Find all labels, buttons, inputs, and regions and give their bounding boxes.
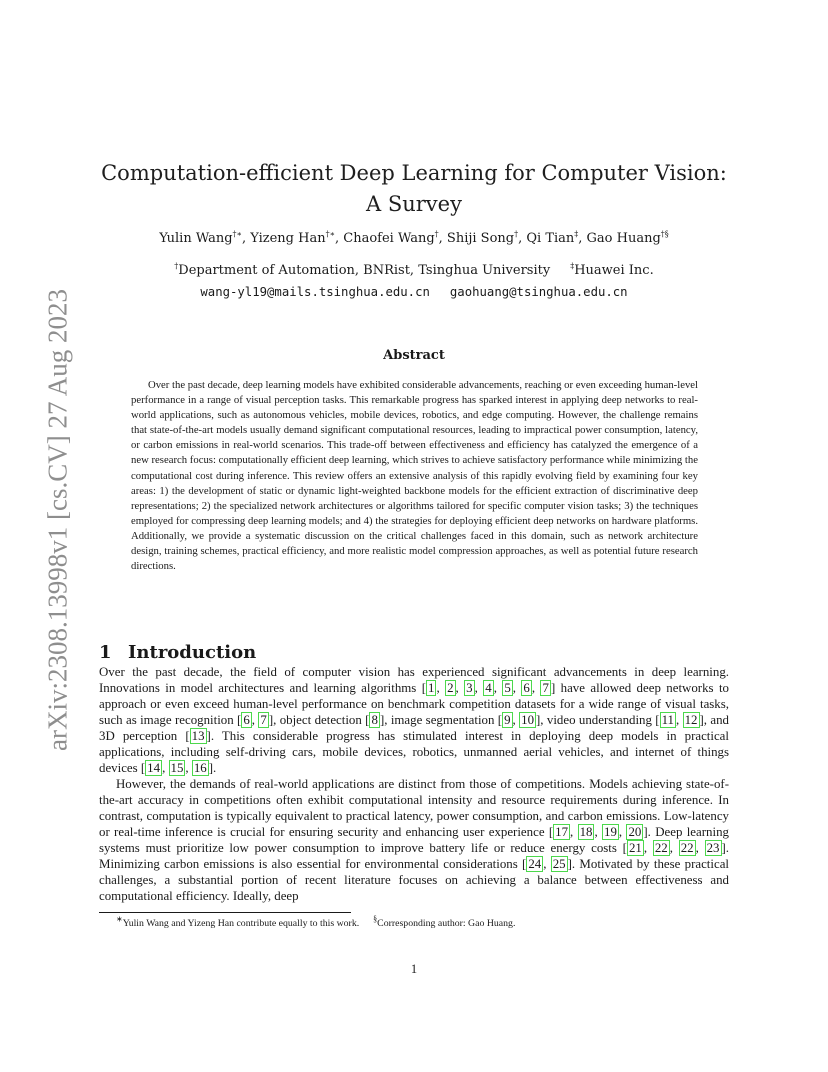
introduction-body xyxy=(99,664,729,904)
page-number: 1 xyxy=(410,962,418,976)
author-name: Shiji Song† xyxy=(446,229,519,246)
citation-link[interactable]: 25 xyxy=(552,857,566,871)
paragraph-1: Over the past decade, the field of computer vision has experienced significant advancements in deep learning. Innovations in model architectures and learning algorithms [ 1 , 2 , 3 , 4 , 5 , 6 , 7 ] have allowed deep networks to approach or even exceed human-level performance on benchmark competition datasets for a wide range of visual tasks, such as image recognition [ 6 , 7 ], object detection [ 8 ], image segmentation [ 9 , 10 ], video understanding [ 11 , 12 ], and 3D perception [ 13 ]. This considerable progress has stimulated interest in deploying deep models in practical applications, including self-driving cars, mobile devices, robotics, unmanned aerial vehicles, and internet of things devices [ 14 , 15 , 16 ]. xyxy=(99,665,729,775)
section-heading-introduction xyxy=(99,642,256,663)
citation-link[interactable]: 9 xyxy=(504,713,511,727)
affiliation-huawei: ‡Huawei Inc. xyxy=(570,261,654,278)
paper-title xyxy=(0,158,828,220)
section-number: 1 xyxy=(99,641,112,663)
footnote-corresponding-author: §Corresponding author: Gao Huang. xyxy=(373,914,516,929)
citation-link[interactable]: 20 xyxy=(628,825,642,839)
paper-title-line-2: A Survey xyxy=(366,192,462,217)
citation-link[interactable]: 5 xyxy=(504,681,511,695)
footnote-divider xyxy=(99,912,351,913)
author-emails xyxy=(0,283,828,301)
citation-link[interactable]: 3 xyxy=(466,681,473,695)
citation-link[interactable]: 6 xyxy=(243,713,250,727)
citation-link[interactable]: 6 xyxy=(523,681,530,695)
paragraph-2: However, the demands of real-world applications are distinct from those of competitions. Models achieving state-of-the-art accuracy in competitions often exhibit computational intensity and resource requirements during inference. In contrast, computation is typically equivalent to practical latency, power consumption, and carbon emissions. Low-latency or real-time inference is crucial for ensuring security and enhancing user experience [ 17 , 18 , 19 , 20 ]. Deep learning systems must prioritize low power consumption to improve battery life or reduce energy costs [ 21 , 22 , 22 , 23 ]. Minimizing carbon emissions is also essential for environmental considerations [ 24 , 25 ]. Motivated by these practical challenges, a substantial portion of recent literature focuses on achieving a balance between effectiveness and computational efficiency. Ideally, deep xyxy=(99,777,730,903)
arxiv-identifier-stamp: arXiv:2308.13998v1 [cs.CV] 27 Aug 2023 xyxy=(42,289,73,751)
email-wang[interactable]: wang-yl19@mails.tsinghua.edu.cn xyxy=(200,285,430,299)
abstract-text: Over the past decade, deep learning models have exhibited considerable advancements, reaching or even exceeding human-level performance in a range of visual perception tasks. This remarkable progress has sparked interest in applying deep networks to real-world applications, such as autonomous vehicles, mobile devices, robotics, and edge computing. However, the challenge remains that state-of-the-art models usually demand significant computational resources, leading to impractical power consumption, latency, or carbon emissions in real-world scenarios. This trade-off between effectiveness and efficiency has catalyzed the emergence of a new research focus: computationally efficient deep learning, which strives to achieve satisfactory performance while minimizing the computational cost during inference. This review offers an extensive analysis of this rapidly evolving field by examining four key areas: 1) the development of static or dynamic light-weighted backbone models for the efficient extraction of discriminative deep representations; 2) the specialized network architectures or algorithms tailored for specific computer vision tasks; 3) the techniques employed for compressing deep learning models; and 4) the strategies for deploying efficient deep networks on hardware platforms. Additionally, we provide a systematic discussion on the critical challenges faced in this domain, such as network architecture design, training schemes, practical efficiency, and more realistic model compression approaches, as well as potential future research directions. xyxy=(131,379,698,573)
citation-link[interactable]: 24 xyxy=(528,857,542,871)
email-huang[interactable]: gaohuang@tsinghua.edu.cn xyxy=(449,285,628,299)
citation-link[interactable]: 1 xyxy=(428,681,435,695)
author-list: Yulin Wang†∗, Yizeng Han†∗, Chaofei Wang†, Shiji Song†, Qi Tian‡, Gao Huang†§ xyxy=(159,229,669,246)
citation-link[interactable]: 22 xyxy=(654,841,668,855)
author-name: Qi Tian‡ xyxy=(526,229,579,246)
footnote-equal-contribution: ∗Yulin Wang and Yizeng Han contribute equally to this work. xyxy=(116,914,360,929)
citation-link[interactable]: 11 xyxy=(661,713,675,727)
paper-title-line-1: Computation-efficient Deep Learning for Computer Vision: xyxy=(101,161,727,186)
citation-link[interactable]: 8 xyxy=(371,713,378,727)
citation-link[interactable]: 16 xyxy=(193,761,207,775)
affiliations xyxy=(0,261,828,281)
citation-link[interactable]: 4 xyxy=(485,681,492,695)
citation-link[interactable]: 23 xyxy=(706,841,720,855)
citation-link[interactable]: 19 xyxy=(604,825,617,839)
section-title: Introduction xyxy=(128,641,257,663)
citation-link[interactable]: 22 xyxy=(680,841,694,855)
citation-link[interactable]: 18 xyxy=(579,825,593,839)
citation-link[interactable]: 17 xyxy=(555,825,569,839)
abstract-heading: Abstract xyxy=(383,348,445,363)
citation-link[interactable]: 7 xyxy=(542,681,549,695)
author-name: Yulin Wang†∗ xyxy=(159,229,242,246)
footnotes xyxy=(116,914,516,931)
citation-link[interactable]: 12 xyxy=(684,713,698,727)
citation-link[interactable]: 7 xyxy=(260,713,267,727)
author-name: Chaofei Wang† xyxy=(343,229,439,246)
citation-link[interactable]: 15 xyxy=(170,761,184,775)
citation-link[interactable]: 10 xyxy=(521,713,535,727)
citation-link[interactable]: 2 xyxy=(447,681,454,695)
author-name: Yizeng Han†∗ xyxy=(250,229,336,246)
citation-link[interactable]: 13 xyxy=(191,729,205,743)
citation-link[interactable]: 21 xyxy=(628,841,642,855)
author-name: Gao Huang†§ xyxy=(586,229,669,246)
citation-link[interactable]: 14 xyxy=(147,761,161,775)
affiliation-tsinghua: †Department of Automation, BNRist, Tsinghua University xyxy=(174,261,551,278)
